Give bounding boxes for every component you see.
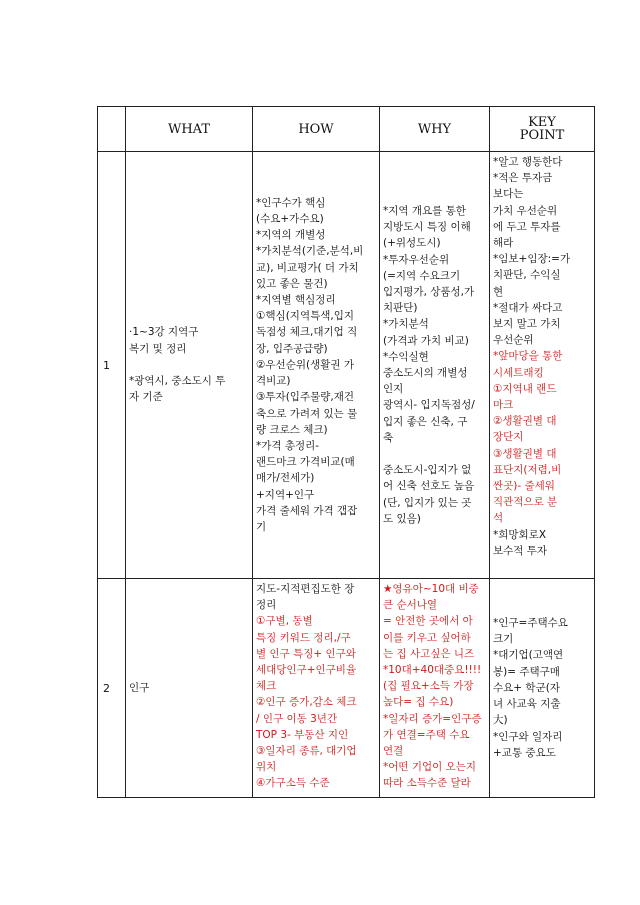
cell-line: 큰 순서나열 xyxy=(383,599,438,612)
cell-line: *투자우선순위 xyxy=(383,253,450,266)
key-point-cell xyxy=(490,152,595,579)
header-key-line-2: POINT xyxy=(519,128,565,143)
cell-line: 장단지 xyxy=(493,431,524,444)
cell-line: 도 있음) xyxy=(383,512,421,525)
cell-line: 인구 xyxy=(129,681,150,694)
cell-line: 교), 비교평가( 더 가치 xyxy=(256,261,359,274)
cell-line: 시세트래킹 xyxy=(493,366,544,379)
header-what: WHAT xyxy=(126,107,253,152)
cell-line: ③일자리 종류, 대기업 xyxy=(256,745,357,758)
cell-line: 중소도시의 개별성 xyxy=(383,367,468,379)
cell-line: 마크 xyxy=(493,399,514,412)
cell-line: +교통 중요도 xyxy=(493,746,556,759)
cell-line xyxy=(129,357,249,373)
cell-line: 보다는 xyxy=(493,188,524,201)
cell-line: 체크 xyxy=(256,680,277,693)
cell-line: 치판단) xyxy=(383,302,418,315)
cell-line: *어떤 기업이 오는지 xyxy=(383,761,477,774)
cell-line: *가치분석(기준,분석,비 xyxy=(256,245,364,258)
cell-line: ①핵심(지역특색,입지 xyxy=(256,310,354,323)
cell-line: (=지역 수요크기 xyxy=(383,269,461,282)
header-how: HOW xyxy=(253,107,380,152)
cell-line: 위치 xyxy=(256,761,277,774)
cell-line: TOP 3- 부동산 지인 xyxy=(256,728,349,741)
cell-line: 입지 좋은 신축, 구 xyxy=(383,415,468,428)
cell-line: *알고 행동한다 xyxy=(493,156,563,168)
cell-line: 랜드마크 가격비교(매 xyxy=(256,456,355,469)
cell-line: ③생활권별 대 xyxy=(493,447,557,460)
cell-line: 싼곳)- 줄세워 xyxy=(493,480,555,493)
cell-line: 매가/전세가) xyxy=(256,472,315,485)
header-key-point xyxy=(490,107,595,152)
cell-line: 인지 xyxy=(383,383,404,396)
cell-line: 독점성 체크,대기업 직 xyxy=(256,326,358,339)
cell-line: 정리 xyxy=(256,599,277,612)
cell-line: *인구와 일자리 xyxy=(493,730,563,743)
cell-line: 별 인구 특징+ 인구와 xyxy=(256,647,356,660)
cell-line: 녀 사교육 지출 xyxy=(493,698,561,711)
cell-line: 자 기준 xyxy=(129,391,163,404)
cell-line: 복기 및 정리 xyxy=(129,342,187,355)
cell-line: *임보+임장:=가 xyxy=(493,253,571,266)
cell-line: 치판단, 수익실 xyxy=(493,269,561,282)
cell-line: 大) xyxy=(493,714,508,727)
cell-line: (수요+가수요) xyxy=(256,213,324,226)
cell-line: 있고 좋은 물건) xyxy=(256,277,328,290)
cell-line: = 안전한 곳에서 아 xyxy=(383,615,473,628)
cell-line: 가격 줄세워 가격 갭잡 xyxy=(256,504,358,517)
cell-line: 석 xyxy=(493,512,504,525)
cell-line xyxy=(383,446,486,462)
study-table xyxy=(97,106,595,798)
cell-line: 해라 xyxy=(493,237,514,250)
cell-line: ②생활권별 대 xyxy=(493,415,557,428)
cell-line: *대기업(고액연 xyxy=(493,649,564,662)
cell-line: ★영유아~10대 비중 xyxy=(383,583,479,595)
cell-line: 입지평가, 상품성,가 xyxy=(383,285,475,298)
cell-line: *적은 투자금 xyxy=(493,172,553,185)
what-cell xyxy=(126,579,253,798)
row-number: 1 xyxy=(98,152,126,579)
cell-line: ②우선순위(생활권 가 xyxy=(256,358,354,371)
cell-line: *희망회로X xyxy=(493,528,547,541)
key-point-cell xyxy=(490,579,595,798)
cell-line: 연결 xyxy=(383,745,404,758)
cell-line: 격비교) xyxy=(256,375,291,388)
cell-line: 세대당인구+인구비율 xyxy=(256,664,357,677)
cell-line: 가치 우선순위 xyxy=(493,204,558,217)
row-number: 2 xyxy=(98,579,126,798)
cell-line: 중소도시-입지가 없 xyxy=(383,464,472,477)
cell-line: *지역별 핵심정리 xyxy=(256,294,336,307)
cell-line: *수익실현 xyxy=(383,350,429,363)
cell-line: *10대+40대중요!!!! xyxy=(383,664,482,677)
cell-line: 광역시- 입지독점성/ xyxy=(383,399,475,412)
cell-line: 높다= 집 수요) xyxy=(383,696,454,709)
what-cell xyxy=(126,152,253,579)
cell-line: 가 연결=주택 수요 xyxy=(383,728,470,741)
cell-line: (+위성도시) xyxy=(383,237,441,250)
cell-line: ②인구 증가,감소 체크 xyxy=(256,696,357,709)
cell-line: *지역의 개별성 xyxy=(256,229,326,242)
cell-line: 지도-지적편집도한 장 xyxy=(256,583,355,595)
cell-line: 장, 입주공급량) xyxy=(256,342,328,355)
header-key-line-1: KEY xyxy=(528,115,556,130)
cell-line: 따라 소득수준 달라 xyxy=(383,777,471,790)
cell-line: *인구수가 핵심 xyxy=(256,196,326,209)
cell-line: 수요+ 학군(자 xyxy=(493,681,560,694)
cell-line: *일자리 증가=인구증 xyxy=(383,712,482,725)
cell-line: ·1~3강 지역구 xyxy=(129,326,199,339)
cell-line: (가격과 가치 비교) xyxy=(383,334,469,347)
cell-line: 직관적으로 분 xyxy=(493,496,558,509)
cell-line: ④가구소득 수준 xyxy=(256,777,330,790)
cell-line: *가격 총정리- xyxy=(256,439,320,452)
cell-line: ①구별, 동별 xyxy=(256,615,313,628)
cell-line: 지방도시 특징 이해 xyxy=(383,221,471,234)
cell-line: 에 두고 투자를 xyxy=(493,220,561,233)
cell-line: 표단지(저렴,비 xyxy=(493,463,562,476)
cell-line: 축 xyxy=(383,431,394,444)
cell-line: ③투자(입주물량,재건 xyxy=(256,391,354,404)
why-cell xyxy=(380,579,490,798)
cell-line: ①지역내 랜드 xyxy=(493,382,557,395)
cell-line: 크기 xyxy=(493,633,514,646)
cell-line: 보지 말고 가치 xyxy=(493,318,561,331)
how-cell xyxy=(253,579,380,798)
cell-line: / 인구 이동 3년간 xyxy=(256,712,338,725)
cell-line: *앞마당을 통한 xyxy=(493,350,563,363)
cell-line: *지역 개요를 통한 xyxy=(383,204,466,217)
cell-line: 기 xyxy=(256,520,267,533)
cell-line: 어 신축 선호도 높음 xyxy=(383,480,475,493)
cell-line: 는 집 사고싶은 니즈 xyxy=(383,647,475,660)
cell-line: (집 필요+소득 가장 xyxy=(383,680,474,693)
cell-line: 특징 키워드 정리,/구 xyxy=(256,631,351,644)
cell-line: *광역시, 중소도시 투 xyxy=(129,375,226,388)
how-cell xyxy=(253,152,380,579)
cell-line: *절대가 싸다고 xyxy=(493,301,563,314)
cell-line: 현 xyxy=(493,285,504,298)
header-num xyxy=(98,107,126,152)
cell-line: 봉)= 주택구매 xyxy=(493,665,560,678)
cell-line: *가치분석 xyxy=(383,318,429,331)
cell-line: 량 크로스 체크) xyxy=(256,423,328,436)
cell-line: +지역+인구 xyxy=(256,488,315,501)
table-row xyxy=(98,579,595,798)
cell-line: 우선순위 xyxy=(493,334,534,347)
cell-line: 축으로 가려져 있는 물 xyxy=(256,407,358,420)
cell-line: 보수적 투자 xyxy=(493,544,548,557)
cell-line: *인구=주택수요 xyxy=(493,617,568,630)
cell-line: 이를 키우고 싶어하 xyxy=(383,631,471,644)
header-why: WHY xyxy=(380,107,490,152)
cell-line: (단, 입지가 있는 곳 xyxy=(383,496,472,509)
table-row xyxy=(98,152,595,579)
header-row xyxy=(98,107,595,152)
why-cell xyxy=(380,152,490,579)
